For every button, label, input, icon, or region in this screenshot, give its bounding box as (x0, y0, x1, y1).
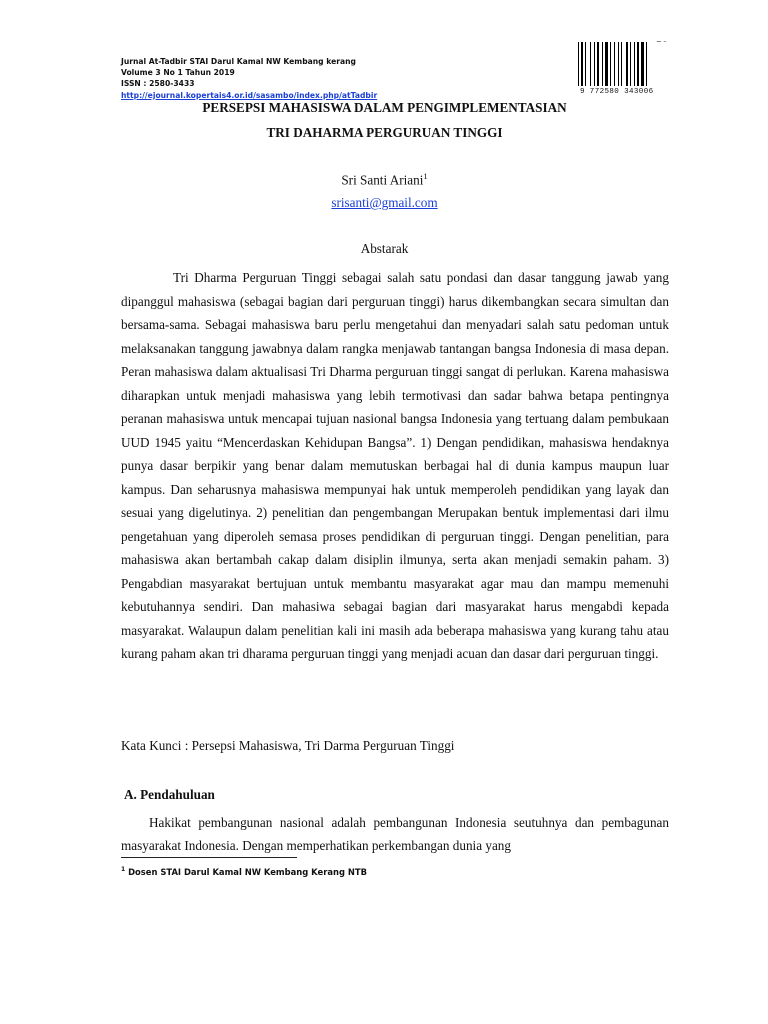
footnote-separator (121, 857, 297, 858)
paper-title-line-1: PERSEPSI MAHASISWA DALAM PENGIMPLEMENTASIAN (202, 100, 567, 115)
author-name: Sri Santi Ariani (341, 172, 424, 188)
journal-name: Jurnal At-Tadbir STAI Darul Kamal NW Kembang kerang (121, 57, 356, 66)
journal-volume: Volume 3 No 1 Tahun 2019 (121, 68, 235, 78)
journal-issn: ISSN : 2580-3433 (121, 79, 195, 89)
footnote (121, 866, 367, 877)
abstract-heading: Abstarak (360, 241, 409, 256)
section-heading-pendahuluan: A. Pendahuluan (124, 787, 215, 802)
footnote-text: Dosen STAI Darul Kamal NW Kembang Kerang NTB (125, 866, 367, 877)
author-footnote-mark: 1 (423, 171, 428, 181)
journal-header (121, 56, 377, 101)
author-line (121, 171, 648, 188)
journal-url-link[interactable]: http://ejournal.kopertais4.or.id/sasambo/index.php/atTadbir (121, 90, 378, 100)
abstract-body: Tri Dharma Perguruan Tinggi sebagai salah satu pondasi dan dasar tanggung jawab yang dipanggul mahasiswa (sebagai bagian dari perguruan tinggi) harus dikembangkan secara simultan dan bersama-sama. Sebagai mahasiswa baru perlu mengetahui dan menyadari salah satu pedoman untuk melaksanakan tanggung jawabnya dalam rangka menjawab tantangan bangsa Indonesia di masa depan. Peran mahasiswa dalam aktualisasi Tri Dharma perguruan tinggi sangat di perlukan. Karena mahasiswa diharapkan untuk menjadi mahasiswa yang lebih termotivasi dan sadar bahwa betapa pentingnya peranan mahasiswa untuk mencapai tujuan nasional bangsa Indonesia yang tertuang dalam pembukaan UUD 1945 yaitu “Mencerdaskan Kehidupan Bangsa”. 1) Dengan pendidikan, mahasiswa hendaknya punya dasar berpikir yang benar dalam memutuskan berbagai hal di dunia kampus maupun luar kampus. Dan seharusnya mahasiswa mempunyai hak untuk memperoleh pendidikan yang layak dan sesuai yang digelutinya. 2) penelitian dan pengembangan Merupakan bentuk implementasi dari ilmu pengetahuan yang diperoleh semasa proses pendidikan di perguruan tinggi. Dengan penelitian, para mahasiswa akan bertambah cakap dalam disiplin ilmunya, serta akan menjadi semakin paham. 3) Pengabdian masyarakat bertujuan untuk membantu masyarakat agar mau dan mampu memenuhi kebutuhannya sendiri. Dan mahasiwa sebagai bagian dari masyarakat harus mengabdi kepada masyarakat. Walaupun dalam penelitian kali ini masih ada beberapa mahasiswa yang kurang tahu atau kurang paham akan tri dharama perguruan tinggi yang menjadi acuan dan dasar dari perguruan tinggi. (121, 270, 669, 661)
paper-title-line-2: TRI DAHARMA PERGURUAN TINGGI (266, 125, 503, 140)
section-body: Hakikat pembangunan nasional adalah pembangunan Indonesia seutuhnya dan pembagunan masyarakat Indonesia. Dengan memperhatikan perkembangan dunia yang (121, 815, 669, 853)
author-email-line (121, 195, 648, 211)
barcode-digits: 9 772580 343006 (580, 88, 654, 96)
footnote-mark: 1 (121, 866, 126, 873)
keywords-line: Kata Kunci : Persepsi Mahasiswa, Tri Darma Perguruan Tinggi (121, 738, 455, 753)
author-email-link[interactable]: srisanti@gmail.com (331, 195, 438, 210)
